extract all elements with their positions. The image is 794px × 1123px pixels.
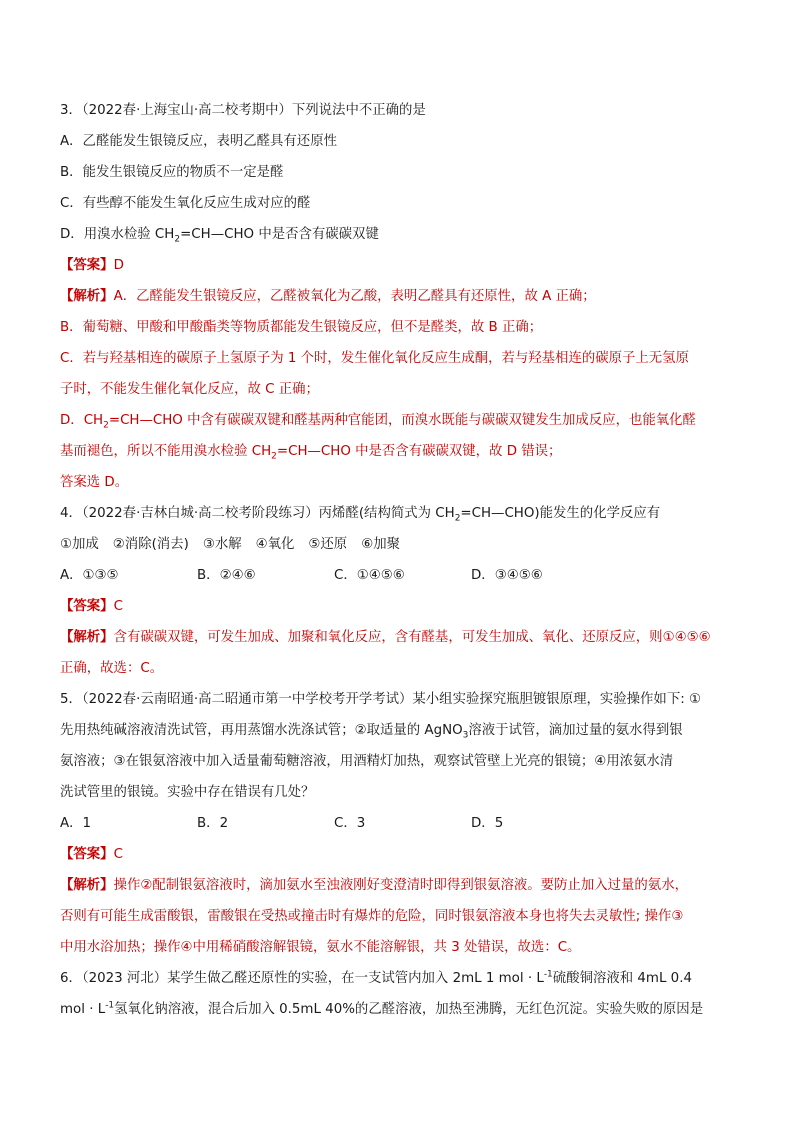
q4-item-3: ③水解 bbox=[202, 537, 242, 552]
q4-item-5: ⑤还原 bbox=[308, 537, 348, 552]
q5-option-c: C．3 bbox=[334, 816, 366, 831]
q5-stem-line-1: 5．（2022春·云南昭通·高二昭通市第一中学校考开学考试）某小组实验探究瓶胆镀银原理，实验操作如下: ① bbox=[60, 692, 701, 707]
q3-conclusion: 答案选 D。 bbox=[60, 475, 129, 490]
q3-option-a: A．乙醛能发生银镜反应，表明乙醛具有还原性 bbox=[60, 134, 337, 149]
q4-analysis-line-2: 正确，故选：C。 bbox=[60, 661, 164, 676]
q3-analysis-line-3: C．若与羟基相连的碳原子上氢原子为 1 个时，发生催化氧化反应生成酮，若与羟基相连的碳原子上无氢原 bbox=[60, 351, 689, 366]
q3-analysis-line-1: 【解析】A．乙醛能发生银镜反应，乙醛被氧化为乙酸，表明乙醛具有还原性，故 A 正确； bbox=[60, 289, 596, 304]
analysis-tag: 【解析】 bbox=[60, 630, 114, 645]
analysis-tag: 【解析】 bbox=[60, 289, 114, 304]
q4-analysis-line-1: 【解析】含有碳碳双键，可发生加成、加聚和氧化反应，含有醛基，可发生加成、氧化、还原反应，则①④⑤⑥ bbox=[60, 630, 711, 645]
q4-option-b: B．②④⑥ bbox=[197, 568, 256, 583]
q5-analysis-line-1: 【解析】操作②配制银氨溶液时，滴加氨水至浊液刚好变澄清时即得到银氨溶液。要防止加入过量的氨水， bbox=[60, 878, 688, 893]
q3-analysis-line-4: 子时，不能发生催化氧化反应，故 C 正确； bbox=[60, 382, 319, 397]
q5-option-a: A．1 bbox=[60, 816, 92, 831]
q4-option-c: C．①④⑤⑥ bbox=[334, 568, 405, 583]
q6-stem-line-1: 6．（2023 河北）某学生做乙醛还原性的实验，在一支试管内加入 2mL 1 mol · $L^{-1}$硫酸铜溶液和 4mL 0.4 bbox=[60, 969, 692, 986]
q5-stem-line-2: 先用热纯碱溶液清洗试管，再用蒸馏水洗涤试管；②取适量的 AgNO$_3$溶液于试管，滴加过量的氨水得到银 bbox=[60, 723, 683, 741]
q3-analysis-line-6: 基而褪色，所以不能用溴水检验 $CH_2=CH—CHO$ 中是否含有碳碳双键，故 D 错误； bbox=[60, 444, 562, 462]
q5-answer: 【答案】C bbox=[60, 847, 123, 862]
q3-option-b: B．能发生银镜反应的物质不一定是醛 bbox=[60, 165, 284, 180]
q5-options bbox=[60, 814, 503, 834]
q4-option-d: D．③④⑤⑥ bbox=[471, 568, 543, 583]
analysis-tag: 【解析】 bbox=[60, 878, 114, 893]
q3-analysis-line-5: D．$CH_2=CH—CHO$ 中含有碳碳双键和醛基两种官能团，而溴水既能与碳碳双键发生加成反应，也能氧化醛 bbox=[60, 413, 696, 431]
q4-item-4: ④氧化 bbox=[255, 537, 295, 552]
q5-option-b: B．2 bbox=[197, 816, 229, 831]
q3-option-d: D．用溴水检验 $CH_2=CH—CHO$ 中是否含有碳碳双键 bbox=[60, 227, 379, 245]
q4-options bbox=[60, 566, 543, 586]
q3-stem: 3．（2022春·上海宝山·高二校考期中）下列说法中不正确的是 bbox=[60, 103, 426, 118]
q6-stem-line-2: mol · $L^{-1}$氢氧化钠溶液，混合后加入 0.5mL 40%的乙醛溶液，加热至沸腾，无红色沉淀。实验失败的原因是 bbox=[60, 1000, 704, 1017]
answer-tag: 【答案】 bbox=[60, 847, 114, 862]
q4-answer: 【答案】C bbox=[60, 599, 123, 614]
q3-answer: 【答案】D bbox=[60, 258, 124, 273]
q5-stem-line-3: 氨溶液；③在银氨溶液中加入适量葡萄糖溶液，用酒精灯加热，观察试管壁上光亮的银镜；④用浓氨水清 bbox=[60, 754, 674, 769]
q4-stem: 4．（2022春·吉林白城·高二校考阶段练习）丙烯醛(结构简式为 $CH_2=CH—CHO$)能发生的化学反应有 bbox=[60, 506, 661, 524]
q3-analysis-line-2: B．葡萄糖、甲酸和甲酸酯类等物质都能发生银镜反应，但不是醛类，故 B 正确； bbox=[60, 320, 543, 335]
q4-item-2: ②消除(消去) bbox=[112, 537, 189, 552]
q4-option-a: A．①③⑤ bbox=[60, 568, 119, 583]
answer-tag: 【答案】 bbox=[60, 599, 114, 614]
q4-reaction-list bbox=[60, 535, 414, 555]
q3-option-c: C．有些醇不能发生氧化反应生成对应的醛 bbox=[60, 196, 311, 211]
q5-stem-line-4: 洗试管里的银镜。实验中存在错误有几处？ bbox=[60, 785, 315, 800]
q4-item-6: ⑥加聚 bbox=[361, 537, 400, 552]
q5-analysis-line-3: 中用水浴加热；操作④中用稀硝酸溶解银镜，氨水不能溶解银，共 3 处错误，故选：C。 bbox=[60, 940, 581, 955]
q5-option-d: D．5 bbox=[471, 816, 504, 831]
q4-item-1: ①加成 bbox=[60, 537, 99, 552]
answer-tag: 【答案】 bbox=[60, 258, 114, 273]
q5-analysis-line-2: 否则有可能生成雷酸银，雷酸银在受热或撞击时有爆炸的危险，同时银氨溶液本身也将失去灵敏性; 操作③ bbox=[60, 909, 684, 924]
